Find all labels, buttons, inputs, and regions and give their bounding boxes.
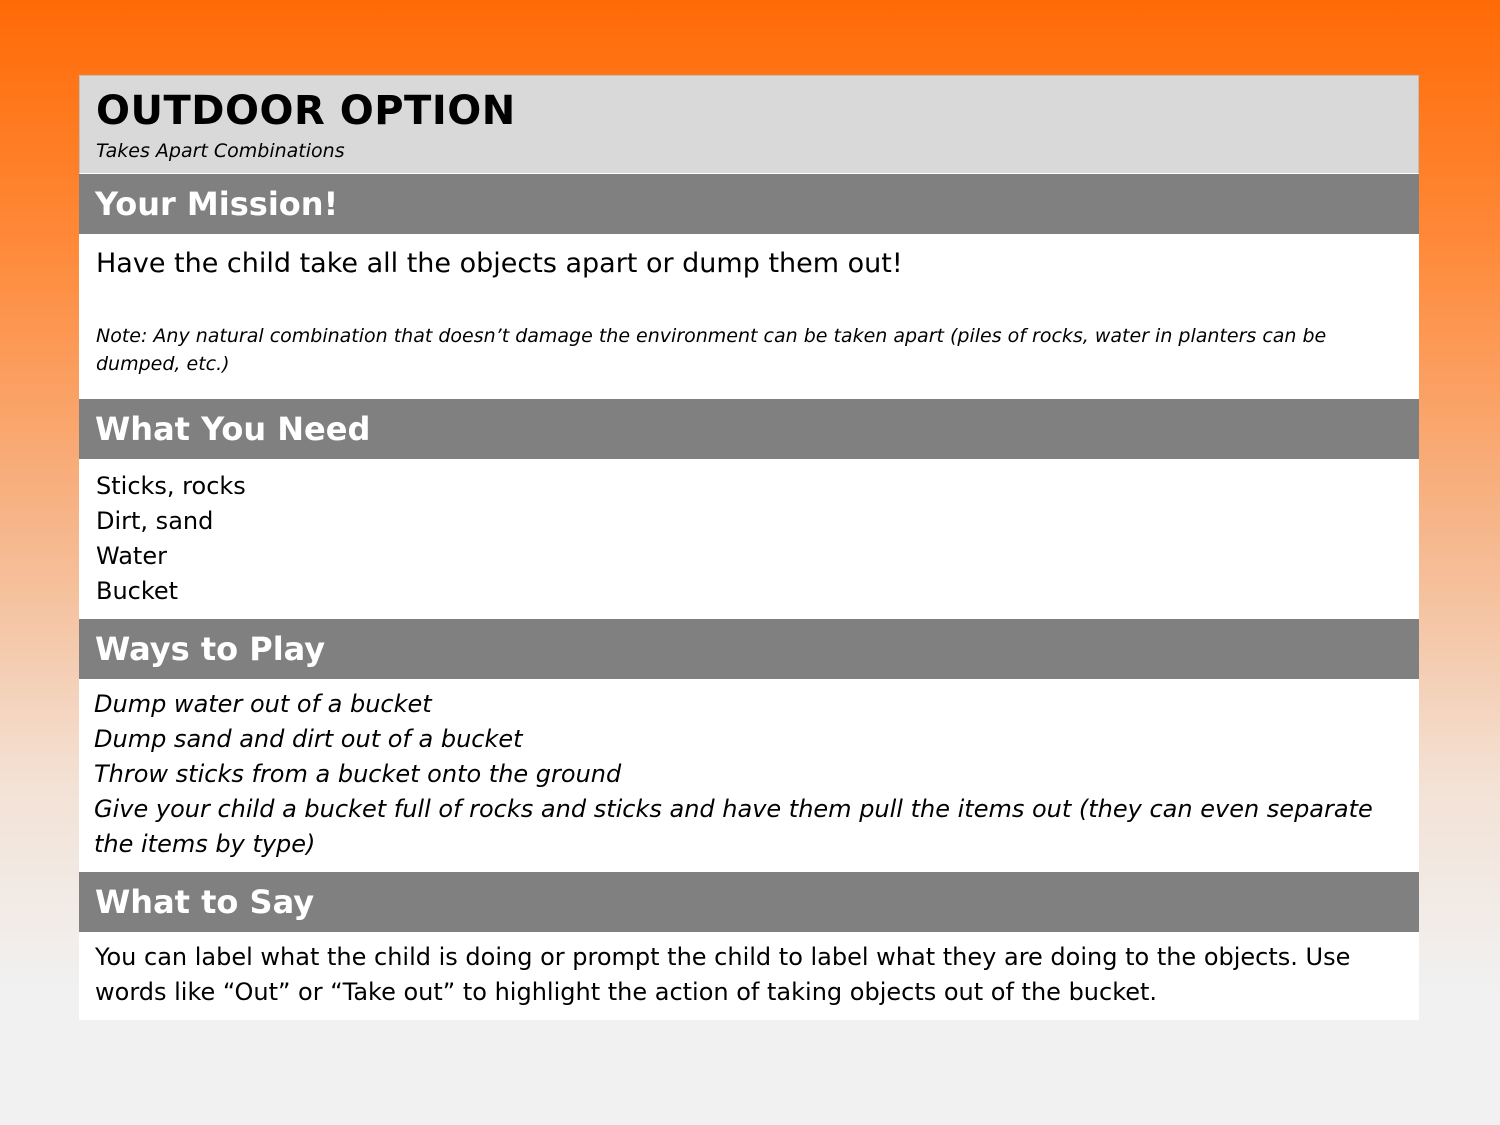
play-heading: Ways to Play <box>79 619 1419 679</box>
mission-section <box>79 234 1419 399</box>
needs-heading: What You Need <box>79 399 1419 459</box>
needs-item: Sticks, rocks <box>96 472 246 500</box>
play-section <box>79 679 1419 872</box>
say-text: You can label what the child is doing or prompt the child to label what they are doing to the objects. Use words like “Out” or “Take out” to highlight the action of taking objects out of the bucket. <box>95 943 1351 1006</box>
needs-section <box>79 459 1419 619</box>
play-item: Dump sand and dirt out of a bucket <box>94 725 523 753</box>
play-item: Give your child a bucket full of rocks and sticks and have them pull the items out (they can even separate the items by type) <box>94 795 1373 858</box>
page-subtitle: Takes Apart Combinations <box>96 140 345 162</box>
play-item: Dump water out of a bucket <box>94 690 432 718</box>
activity-card <box>79 75 1419 1020</box>
say-section <box>79 932 1419 1020</box>
mission-note: Note: Any natural combination that doesn’t damage the environment can be taken apart (piles of rocks, water in planters can be dumped, etc.) <box>96 325 1327 375</box>
mission-text: Have the child take all the objects apart or dump them out! <box>96 248 903 279</box>
play-item: Throw sticks from a bucket onto the ground <box>94 760 622 788</box>
needs-item: Bucket <box>96 577 179 605</box>
needs-item: Water <box>96 542 167 570</box>
needs-item: Dirt, sand <box>96 507 214 535</box>
title-block <box>79 75 1419 174</box>
say-heading: What to Say <box>79 872 1419 932</box>
page-title: OUTDOOR OPTION <box>96 88 516 134</box>
mission-heading: Your Mission! <box>79 174 1419 234</box>
